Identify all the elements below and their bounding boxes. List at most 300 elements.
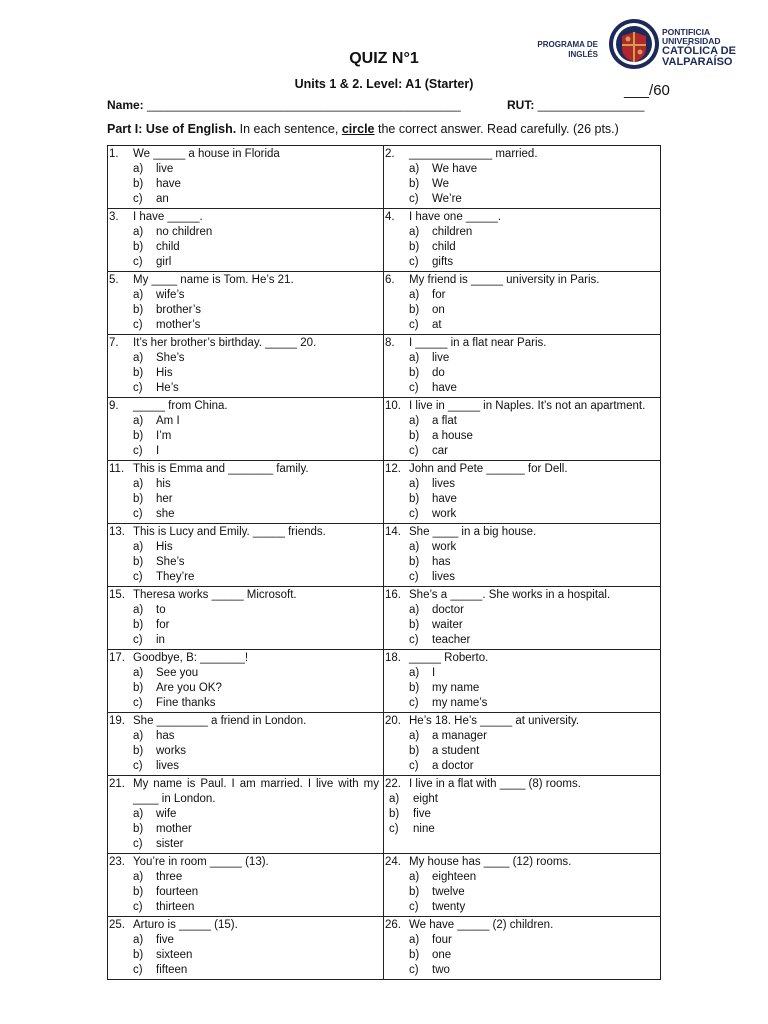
option-letter: c) (133, 508, 143, 520)
answer-option[interactable] (109, 963, 379, 978)
option-letter: c) (409, 319, 419, 331)
option-text: a manager (432, 730, 487, 742)
question-cell (384, 398, 660, 460)
answer-option[interactable] (109, 444, 379, 459)
option-letter: c) (409, 697, 419, 709)
answer-option[interactable] (109, 351, 379, 366)
option-text: fifteen (156, 964, 188, 976)
question-row (108, 712, 660, 775)
question-number: 8. (385, 337, 395, 349)
option-text: have (432, 382, 457, 394)
option-letter: a) (389, 793, 400, 805)
option-text: one (432, 949, 452, 961)
answer-option[interactable] (109, 477, 379, 492)
option-letter: a) (409, 415, 420, 427)
option-text: children (432, 226, 473, 238)
option-letter: c) (389, 823, 399, 835)
option-letter: c) (133, 382, 143, 394)
question-stem (385, 525, 656, 540)
question-text: I _____ in a flat near Paris. (409, 337, 547, 349)
part-text-1: In each sentence, (236, 122, 342, 136)
question-stem (109, 918, 379, 933)
question-number: 14. (385, 526, 401, 538)
uni-line-4: VALPARAÍSO (662, 56, 733, 68)
question-stem (109, 210, 379, 225)
option-letter: c) (133, 445, 143, 457)
answer-option[interactable] (385, 507, 656, 522)
option-text: my name’s (432, 697, 488, 709)
question-row (108, 775, 660, 853)
option-text: a flat (432, 415, 457, 427)
option-letter: c) (133, 697, 143, 709)
option-letter: c) (409, 382, 419, 394)
answer-option[interactable] (385, 540, 656, 555)
question-stem (109, 777, 379, 807)
answer-option[interactable] (385, 870, 656, 885)
answer-option[interactable] (385, 351, 656, 366)
question-stem (385, 462, 656, 477)
question-cell (108, 854, 384, 916)
question-row (108, 853, 660, 916)
question-text: This is Emma and _______ family. (133, 463, 309, 475)
question-cell (108, 917, 384, 979)
question-number: 13. (109, 526, 125, 538)
answer-option[interactable] (109, 318, 379, 333)
question-cell (108, 335, 384, 397)
program-line-1: PROGRAMA DE (537, 40, 598, 49)
answer-option[interactable] (385, 822, 656, 837)
question-number: 26. (385, 919, 401, 931)
question-cell (384, 713, 660, 775)
answer-option[interactable] (109, 948, 379, 963)
answer-option[interactable] (385, 744, 656, 759)
option-text: They’re (156, 571, 195, 583)
question-text: John and Pete ______ for Dell. (409, 463, 568, 475)
question-text: _____________ married. (409, 148, 538, 160)
question-stem (385, 336, 656, 351)
option-text: gifts (432, 256, 454, 268)
option-letter: a) (133, 871, 144, 883)
question-cell (108, 209, 384, 271)
question-stem (385, 855, 656, 870)
question-cell (108, 650, 384, 712)
option-text: no children (156, 226, 213, 238)
option-text: have (432, 493, 457, 505)
option-letter: b) (409, 682, 420, 694)
answer-option[interactable] (109, 696, 379, 711)
option-text: child (432, 241, 456, 253)
answer-option[interactable] (385, 900, 656, 915)
answer-option[interactable] (109, 492, 379, 507)
answer-option[interactable] (385, 318, 656, 333)
option-text: do (432, 367, 445, 379)
answer-option[interactable] (385, 444, 656, 459)
option-letter: b) (409, 367, 420, 379)
answer-option[interactable] (109, 900, 379, 915)
answer-option[interactable] (109, 885, 379, 900)
answer-option[interactable] (109, 303, 379, 318)
answer-option[interactable] (109, 429, 379, 444)
answer-option[interactable] (385, 162, 656, 177)
option-text: She’s (156, 352, 185, 364)
question-text: She’s a _____. She works in a hospital. (409, 589, 611, 601)
question-number: 25. (109, 919, 125, 931)
option-letter: a) (133, 541, 144, 553)
option-letter: b) (133, 367, 144, 379)
question-number: 2. (385, 148, 395, 160)
answer-option[interactable] (385, 381, 656, 396)
answer-option[interactable] (385, 885, 656, 900)
question-cell (108, 146, 384, 208)
option-letter: a) (409, 289, 420, 301)
question-stem (109, 855, 379, 870)
name-line[interactable]: _______________________________________________ (147, 98, 461, 112)
answer-option[interactable] (109, 507, 379, 522)
rut-row (507, 98, 644, 112)
option-text: has (432, 556, 451, 568)
option-letter: b) (133, 823, 144, 835)
question-cell (108, 398, 384, 460)
option-text: lives (432, 478, 456, 490)
answer-option[interactable] (109, 162, 379, 177)
answer-option[interactable] (385, 933, 656, 948)
answer-option[interactable] (385, 288, 656, 303)
answer-option[interactable] (385, 792, 656, 807)
question-stem (385, 777, 656, 792)
question-text: Goodbye, B: _______! (133, 652, 249, 664)
answer-option[interactable] (385, 225, 656, 240)
answer-option[interactable] (385, 963, 656, 978)
part-label: Part I: Use of English. (107, 122, 237, 136)
question-text: My friend is _____ university in Paris. (409, 274, 600, 286)
option-letter: b) (133, 556, 144, 568)
question-number: 18. (385, 652, 401, 664)
question-text: She ____ in a big house. (409, 526, 537, 538)
name-row (107, 98, 461, 112)
question-row (108, 586, 660, 649)
answer-option[interactable] (385, 570, 656, 585)
option-letter: b) (409, 304, 420, 316)
question-number: 21. (109, 778, 125, 790)
question-cell (108, 776, 384, 853)
question-cell (384, 146, 660, 208)
question-number: 5. (109, 274, 119, 286)
answer-option[interactable] (109, 366, 379, 381)
answer-option[interactable] (109, 870, 379, 885)
option-letter: b) (409, 886, 420, 898)
question-row (108, 334, 660, 397)
option-letter: b) (133, 745, 144, 757)
question-stem (385, 147, 656, 162)
option-text: I (156, 445, 160, 457)
option-text: We have (432, 163, 478, 175)
question-number: 17. (109, 652, 125, 664)
answer-option[interactable] (109, 177, 379, 192)
option-letter: a) (409, 730, 420, 742)
answer-option[interactable] (385, 633, 656, 648)
option-letter: c) (409, 571, 419, 583)
answer-option[interactable] (109, 240, 379, 255)
option-text: his (156, 478, 171, 490)
question-stem (385, 714, 656, 729)
answer-option[interactable] (109, 744, 379, 759)
answer-option[interactable] (385, 414, 656, 429)
option-letter: c) (409, 760, 419, 772)
part-text-2: the correct answer. Read carefully. (26 pts.) (374, 122, 619, 136)
quiz-title: QUIZ N°1 (349, 50, 419, 67)
question-cell (384, 917, 660, 979)
option-letter: b) (133, 949, 144, 961)
option-letter: b) (133, 430, 144, 442)
option-text: my name (432, 682, 480, 694)
option-text: five (156, 934, 174, 946)
option-text: a doctor (432, 760, 474, 772)
answer-option[interactable] (385, 492, 656, 507)
option-text: eighteen (432, 871, 477, 883)
option-text: She’s (156, 556, 185, 568)
answer-option[interactable] (385, 603, 656, 618)
answer-option[interactable] (109, 729, 379, 744)
answer-option[interactable] (109, 759, 379, 774)
answer-option[interactable] (109, 666, 379, 681)
question-stem (385, 651, 656, 666)
option-letter: b) (133, 682, 144, 694)
option-text: waiter (432, 619, 463, 631)
option-text: nine (413, 823, 435, 835)
question-number: 7. (109, 337, 119, 349)
program-line-2: INGLÉS (568, 50, 598, 59)
option-letter: a) (409, 226, 420, 238)
answer-option[interactable] (385, 759, 656, 774)
answer-option[interactable] (385, 807, 656, 822)
answer-option[interactable] (109, 288, 379, 303)
score-field: ___/60 (624, 82, 670, 99)
question-text: You’re in room _____ (13). (133, 856, 269, 868)
question-cell (384, 461, 660, 523)
option-letter: b) (133, 178, 144, 190)
rut-line[interactable]: ________________ (537, 98, 645, 112)
question-text: It’s her brother’s birthday. _____ 20. (133, 337, 317, 349)
option-text: two (432, 964, 450, 976)
answer-option[interactable] (385, 240, 656, 255)
question-text: My name is Paul. I am married. I live with my ____ in London. (133, 778, 379, 805)
answer-option[interactable] (109, 933, 379, 948)
question-cell (384, 587, 660, 649)
answer-option[interactable] (109, 540, 379, 555)
answer-option[interactable] (385, 366, 656, 381)
option-letter: a) (409, 541, 420, 553)
option-letter: c) (409, 508, 419, 520)
option-letter: b) (409, 556, 420, 568)
answer-option[interactable] (109, 570, 379, 585)
option-text: four (432, 934, 452, 946)
option-letter: c) (133, 901, 143, 913)
option-text: thirteen (156, 901, 195, 913)
question-text: _____ Roberto. (409, 652, 489, 664)
option-text: Are you OK? (156, 682, 222, 694)
option-letter: a) (133, 226, 144, 238)
option-text: His (156, 367, 173, 379)
question-cell (384, 209, 660, 271)
option-text: for (156, 619, 170, 631)
answer-option[interactable] (385, 666, 656, 681)
option-letter: a) (409, 478, 420, 490)
option-text: lives (156, 760, 180, 772)
question-stem (109, 147, 379, 162)
option-text: work (432, 508, 457, 520)
option-text: Am I (156, 415, 180, 427)
question-number: 16. (385, 589, 401, 601)
option-letter: c) (409, 964, 419, 976)
question-text: She ________ a friend in London. (133, 715, 307, 727)
option-letter: b) (133, 619, 144, 631)
question-row (108, 649, 660, 712)
question-cell (108, 713, 384, 775)
answer-option[interactable] (109, 837, 379, 852)
question-stem (109, 336, 379, 351)
option-letter: a) (409, 934, 420, 946)
answer-option[interactable] (109, 681, 379, 696)
question-number: 4. (385, 211, 395, 223)
option-text: He’s (156, 382, 179, 394)
question-text: We have _____ (2) children. (409, 919, 554, 931)
answer-option[interactable] (385, 192, 656, 207)
option-text: an (156, 193, 169, 205)
answer-option[interactable] (385, 255, 656, 270)
answer-option[interactable] (385, 729, 656, 744)
option-text: live (432, 352, 450, 364)
quiz-grid (107, 145, 661, 980)
option-letter: b) (409, 745, 420, 757)
option-text: wife’s (156, 289, 185, 301)
option-text: her (156, 493, 173, 505)
question-row (108, 271, 660, 334)
answer-option[interactable] (109, 255, 379, 270)
option-letter: a) (409, 667, 420, 679)
answer-option[interactable] (109, 822, 379, 837)
answer-option[interactable] (385, 696, 656, 711)
option-text: for (432, 289, 446, 301)
option-text: at (432, 319, 442, 331)
question-row (108, 460, 660, 523)
option-letter: c) (409, 445, 419, 457)
option-letter: a) (133, 808, 144, 820)
option-text: a house (432, 430, 473, 442)
option-text: twelve (432, 886, 465, 898)
answer-option[interactable] (109, 807, 379, 822)
option-text: she (156, 508, 175, 520)
option-text: in (156, 634, 165, 646)
answer-option[interactable] (109, 381, 379, 396)
answer-option[interactable] (385, 555, 656, 570)
question-number: 6. (385, 274, 395, 286)
option-text: works (156, 745, 187, 757)
answer-option[interactable] (109, 603, 379, 618)
option-letter: c) (409, 634, 419, 646)
option-letter: a) (133, 415, 144, 427)
question-text: He’s 18. He’s _____ at university. (409, 715, 580, 727)
answer-option[interactable] (385, 303, 656, 318)
question-stem (385, 918, 656, 933)
option-letter: a) (409, 352, 420, 364)
option-letter: a) (409, 871, 420, 883)
option-text: wife (156, 808, 177, 820)
answer-option[interactable] (385, 618, 656, 633)
answer-option[interactable] (109, 225, 379, 240)
answer-option[interactable] (109, 633, 379, 648)
option-letter: b) (409, 178, 420, 190)
option-letter: c) (133, 256, 143, 268)
option-text: We’re (432, 193, 462, 205)
option-text: I’m (156, 430, 172, 442)
answer-option[interactable] (109, 192, 379, 207)
question-stem (109, 399, 379, 414)
option-text: fourteen (156, 886, 199, 898)
option-text: car (432, 445, 448, 457)
option-text: child (156, 241, 180, 253)
question-text: I have one _____. (409, 211, 502, 223)
question-number: 22. (385, 778, 401, 790)
option-letter: a) (133, 667, 144, 679)
option-letter: b) (133, 886, 144, 898)
question-row (108, 916, 660, 979)
question-row (108, 146, 660, 208)
option-letter: b) (133, 304, 144, 316)
option-text: three (156, 871, 183, 883)
option-letter: c) (133, 760, 143, 772)
question-text: _____ from China. (133, 400, 228, 412)
question-number: 15. (109, 589, 125, 601)
answer-option[interactable] (385, 477, 656, 492)
option-text: mother (156, 823, 192, 835)
question-cell (384, 776, 660, 853)
question-stem (385, 399, 656, 414)
answer-option[interactable] (109, 414, 379, 429)
option-letter: c) (133, 571, 143, 583)
question-number: 23. (109, 856, 125, 868)
option-text: sister (156, 838, 184, 850)
option-text: twenty (432, 901, 466, 913)
option-text: five (413, 808, 431, 820)
option-letter: a) (133, 163, 144, 175)
answer-option[interactable] (385, 681, 656, 696)
question-number: 20. (385, 715, 401, 727)
option-text: to (156, 604, 166, 616)
question-stem (385, 210, 656, 225)
option-letter: c) (409, 193, 419, 205)
answer-option[interactable] (109, 618, 379, 633)
question-number: 19. (109, 715, 125, 727)
question-text: I live in a flat with ____ (8) rooms. (409, 778, 581, 790)
answer-option[interactable] (385, 429, 656, 444)
option-letter: b) (409, 493, 420, 505)
uni-line-1: PONTIFICIA (662, 27, 711, 37)
option-letter: b) (409, 430, 420, 442)
answer-option[interactable] (109, 555, 379, 570)
option-letter: a) (133, 934, 144, 946)
question-cell (384, 854, 660, 916)
option-letter: c) (133, 634, 143, 646)
option-text: lives (432, 571, 456, 583)
question-cell (108, 524, 384, 586)
question-row (108, 397, 660, 460)
option-letter: b) (133, 493, 144, 505)
answer-option[interactable] (385, 948, 656, 963)
answer-option[interactable] (385, 177, 656, 192)
question-text: I have _____. (133, 211, 203, 223)
option-text: have (156, 178, 181, 190)
question-text: We _____ a house in Florida (133, 148, 280, 160)
